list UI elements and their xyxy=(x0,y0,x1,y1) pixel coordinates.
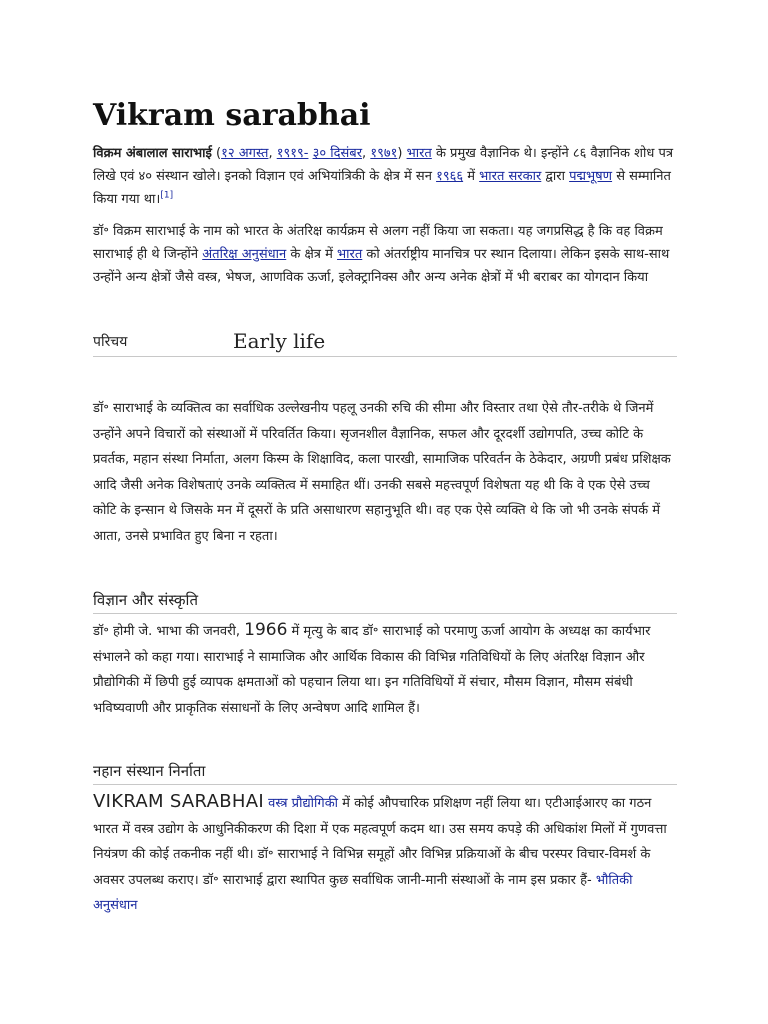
personality-paragraph: डॉ॰ साराभाई के व्यक्तित्व का सर्वाधिक उल्लेखनीय पहलू उनकी रुचि की सीमा और विस्तार तथा ऐसे तौर-तरीके थे जिनमें उन्होंने अपने विचारों को संस्थाओं में परिवर्तित किया। सृजनशील वैज्ञानिक, सफल और दूरदर्शी उद्योगपति, उच्च कोटि के प्रवर्तक, महान संस्था निर्माता, अलग किस्म के शिक्षाविद, कला पारखी, सामाजिक परिवर्तन के ठेकेदार, अग्रणी प्रबंध प्रशिक्षक आदि जैसी अनेक विशेषताएं उनके व्यक्तित्व में समाहित थीं। उनकी सबसे महत्त्वपूर्ण विशेषता यह थी कि वे एक ऐसे उच्च कोटि के इन्सान थे जिसके मन में दूसरों के प्रति असाधारण सहानुभूति थी। वह एक ऐसे व्यक्ति थे कि जो भी उनके संपर्क में आता, उनसे प्रभावित हुए बिना न रहता। xyxy=(93,401,671,544)
text-fragment: ( xyxy=(211,146,222,161)
space-program-paragraph xyxy=(93,220,677,289)
text-fragment: के प्रमुख वैज्ञानिक थे। इन्होंने ८६ वैज्ञानिक शोध पत्र लिखे एवं ४० संस्थान खोले। इनको विज्ञान एवं अभियांत्रिकी के क्षेत्र में सन xyxy=(93,146,674,184)
section-heading-science-culture xyxy=(93,589,677,614)
link-award[interactable]: पद्मभूषण xyxy=(569,169,613,184)
text-fragment: डॉ॰ विक्रम साराभाई के नाम को भारत के अंतरिक्ष कार्यक्रम से अलग नहीं किया जा सकता। यह जगप्रसिद्ध है कि वह विक्रम साराभाई ही थे जिन्होंने xyxy=(93,224,663,262)
page-title: Vikram sarabhai xyxy=(93,98,371,133)
section-heading-institutions xyxy=(93,760,677,785)
link-india[interactable]: भारत xyxy=(337,247,363,262)
section-heading-early-life xyxy=(93,330,677,357)
link-birth-year[interactable]: १९१९- xyxy=(276,146,309,161)
intro-paragraph xyxy=(93,142,677,211)
text-fragment: के क्षेत्र में xyxy=(286,247,338,262)
text-fragment: द्वारा xyxy=(541,169,570,184)
text-fragment: में xyxy=(463,169,480,184)
subject-name: विक्रम अंबालाल साराभाई xyxy=(93,146,212,161)
section-heading-text: नहान संस्थान निर्नाता xyxy=(93,762,206,780)
link-space-research[interactable]: अंतरिक्ष अनुसंधान xyxy=(202,247,287,262)
name-caps: VIKRAM SARABHAI xyxy=(93,791,264,812)
link-death-year[interactable]: १९७१ xyxy=(370,146,398,161)
reference-link[interactable]: [1] xyxy=(160,190,174,201)
link-award-year[interactable]: १९६६ xyxy=(436,169,464,184)
link-birth-date[interactable]: १२ अगस्त xyxy=(221,146,269,161)
link-govt[interactable]: भारत सरकार xyxy=(479,169,542,184)
text-fragment: में कोई औपचारिक प्रशिक्षण नहीं लिया था। एटीआईआरए का गठन भारत में वस्त्र उद्योग के आधुनिकीकरण की दिशा में एक महत्वपूर्ण कदम था। उस समय कपड़े की अधिकांश मिलों में गुणवत्ता नियंत्रण की कोई तकनीक नहीं थी। डॉ॰ साराभाई ने विभिन्न समूहों और विभिन्न प्रक्रियाओं के बीच परस्पर विचार-विमर्श के अवसर उपलब्ध कराए। डॉ॰ साराभाई द्वारा स्थापित कुछ सर्वाधिक जानी-मानी संस्थाओं के नाम इस प्रकार हैं- xyxy=(93,796,667,888)
text-fragment: में मृत्यु के बाद डॉ॰ साराभाई को परमाणु ऊर्जा आयोग के अध्यक्ष का कार्यभार संभालने को कहा गया। साराभाई ने सामाजिक और आर्थिक विकास की विभिन्न गतिविधियों के लिए अंतरिक्ष विज्ञान और प्रौद्योगिकी में छिपी हुई व्यापक क्षमताओं को पहचान लिया था। इन गतिविधियों में संचार, मौसम विज्ञान, मौसम संबंधी भविष्यवाणी और प्राकृतिक संसाधनों के लिए अन्वेषण आदि शामिल हैं। xyxy=(93,624,651,716)
science-paragraph xyxy=(93,618,677,721)
section-heading-hindi: परिचय xyxy=(93,334,128,350)
link-country[interactable]: भारत xyxy=(406,146,432,161)
section-heading-text: विज्ञान और संस्कृति xyxy=(93,591,198,609)
text-fragment: , xyxy=(362,146,371,161)
text-fragment: को अंतर्राष्ट्रीय मानचित्र पर स्थान दिलाया। लेकिन इसके साथ-साथ उन्होंने अन्य क्षेत्रों जैसे वस्त्र, भेषज, आणविक ऊर्जा, इलेक्ट्रानिक्स और अन्य अनेक क्षेत्रों में भी बराबर का योगदान किया xyxy=(93,247,670,285)
year-1966: 1966 xyxy=(244,620,288,640)
text-fragment: डॉ॰ होमी जे. भाभा की जनवरी, xyxy=(93,624,245,639)
text-fragment: से सम्मानित किया गया था। xyxy=(93,169,671,207)
section-heading-english: Early life xyxy=(233,329,326,353)
link-death-date[interactable]: ३० दिसंबर xyxy=(312,146,363,161)
link-textile-technology[interactable]: वस्त्र प्रौद्योगिकी xyxy=(268,796,339,811)
institutions-paragraph xyxy=(93,789,677,919)
text-fragment: , xyxy=(268,146,277,161)
text-fragment: ) xyxy=(397,146,407,161)
link-physics-research[interactable]: भौतिकी अनुसंधान xyxy=(93,872,633,913)
